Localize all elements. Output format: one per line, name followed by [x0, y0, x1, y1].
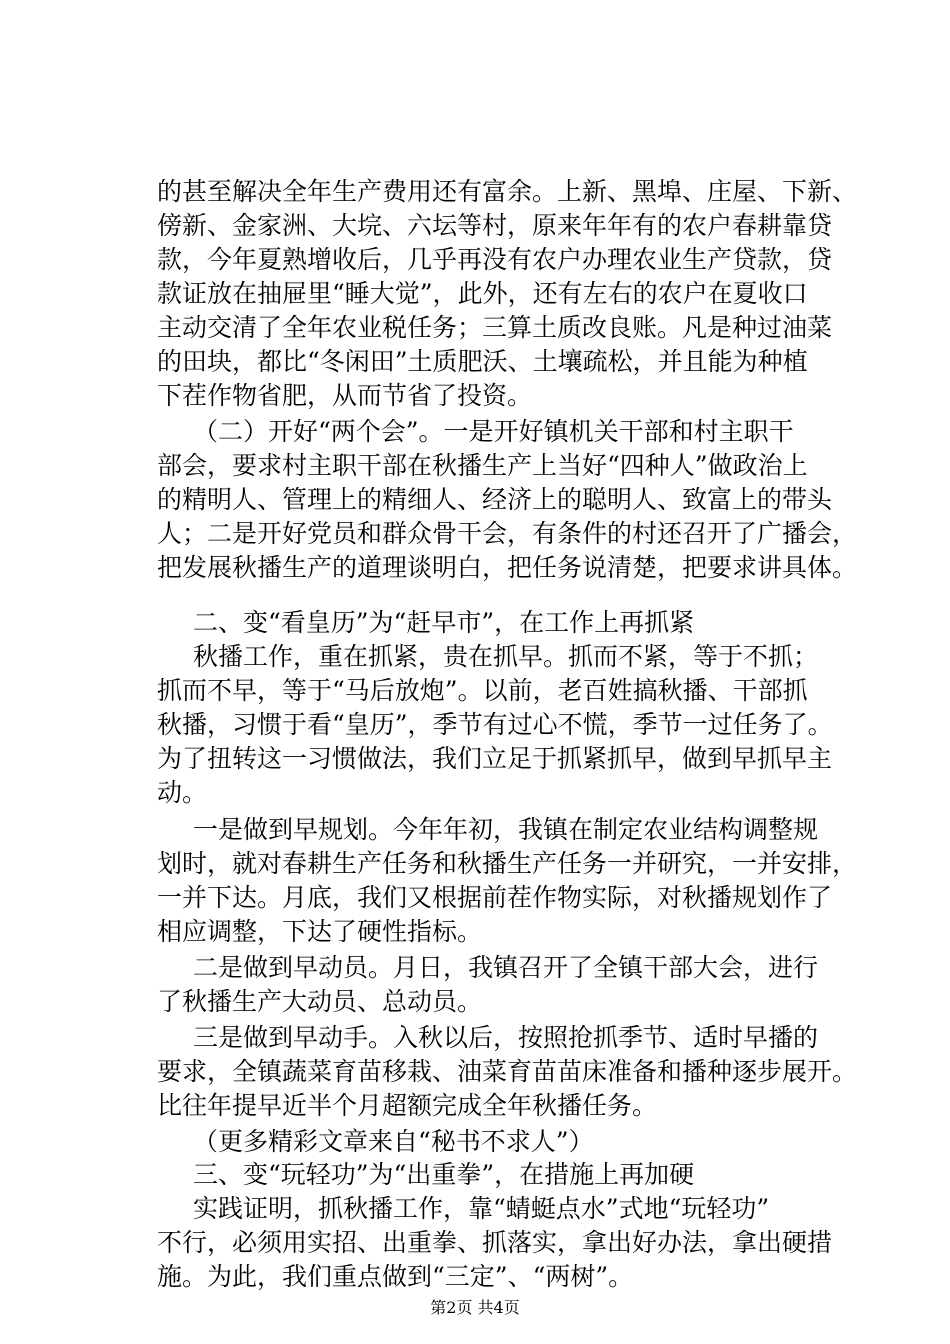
text-line: 施。为此，我们重点做到“三定”、“两树”。	[157, 1262, 634, 1291]
text-line: 秋播工作，重在抓紧，贵在抓早。抓而不紧，等于不抓；	[193, 642, 819, 671]
text-line: 不行，必须用实招、出重拳、抓落实，拿出好办法，拿出硬措	[157, 1228, 833, 1257]
text-line: 人；二是开好党员和群众骨干会，有条件的村还召开了广播会，	[157, 519, 858, 548]
section-heading: 三、变“玩轻功”为“出重拳”，在措施上再加硬	[193, 1160, 695, 1189]
text-line: 部会，要求村主职干部在秋播生产上当好“四种人”做政治上	[157, 451, 808, 480]
text-line: 的甚至解决全年生产费用还有富余。上新、黑埠、庄屋、下新、	[157, 177, 858, 206]
section-heading: 二、变“看皇历”为“赶早市”，在工作上再抓紧	[193, 608, 695, 637]
text-line: 了秋播生产大动员、总动员。	[157, 987, 483, 1016]
text-line: （二）开好“两个会”。一是开好镇机关干部和村主职干	[193, 417, 794, 446]
text-line: 二是做到早动员。月日，我镇召开了全镇干部大会，进行	[193, 953, 819, 982]
text-line: 实践证明，抓秋播工作，靠“蜻蜓点水”式地“玩轻功”	[193, 1194, 770, 1223]
text-line: 比往年提早近半个月超额完成全年秋播任务。	[157, 1091, 658, 1120]
text-line: 主动交清了全年农业税任务；三算土质改良账。凡是种过油菜	[157, 313, 833, 342]
text-line: 为了扭转这一习惯做法，我们立足于抓紧抓早，做到早抓早主	[157, 744, 833, 773]
text-line: 款，今年夏熟增收后，几乎再没有农户办理农业生产贷款，贷	[157, 245, 833, 274]
text-line: 三是做到早动手。入秋以后，按照抢抓季节、适时早播的	[193, 1023, 819, 1052]
text-line: 一并下达。月底，我们又根据前茬作物实际，对秋播规划作了	[157, 883, 833, 912]
text-line: 下茬作物省肥，从而节省了投资。	[157, 381, 533, 410]
text-line: 秋播，习惯于看“皇历”，季节有过心不慌，季节一过任务了。	[157, 710, 833, 739]
text-line: 把发展秋播生产的道理谈明白，把任务说清楚，把要求讲具体。	[157, 553, 858, 582]
text-line: 要求，全镇蔬菜育苗移栽、油菜育苗苗床准备和播种逐步展开。	[157, 1057, 858, 1086]
page-footer: 第2页 共4页	[430, 1298, 520, 1317]
text-line: （更多精彩文章来自“秘书不求人”）	[193, 1127, 594, 1156]
text-line: 相应调整，下达了硬性指标。	[157, 917, 483, 946]
text-line: 一是做到早规划。今年年初，我镇在制定农业结构调整规	[193, 815, 819, 844]
text-line: 抓而不早，等于“马后放炮”。以前，老百姓搞秋播、干部抓	[157, 676, 808, 705]
text-line: 款证放在抽屉里“睡大觉”，此外，还有左右的农户在夏收口	[157, 279, 808, 308]
text-line: 划时，就对春耕生产任务和秋播生产任务一并研究，一并安排，	[157, 849, 858, 878]
text-line: 的精明人、管理上的精细人、经济上的聪明人、致富上的带头	[157, 485, 833, 514]
text-line: 动。	[157, 778, 208, 807]
text-line: 的田块，都比“冬闲田”土质肥沃、土壤疏松，并且能为种植	[157, 347, 808, 376]
text-line: 傍新、金家洲、大垸、六坛等村，原来年年有的农户春耕靠贷	[157, 211, 833, 240]
